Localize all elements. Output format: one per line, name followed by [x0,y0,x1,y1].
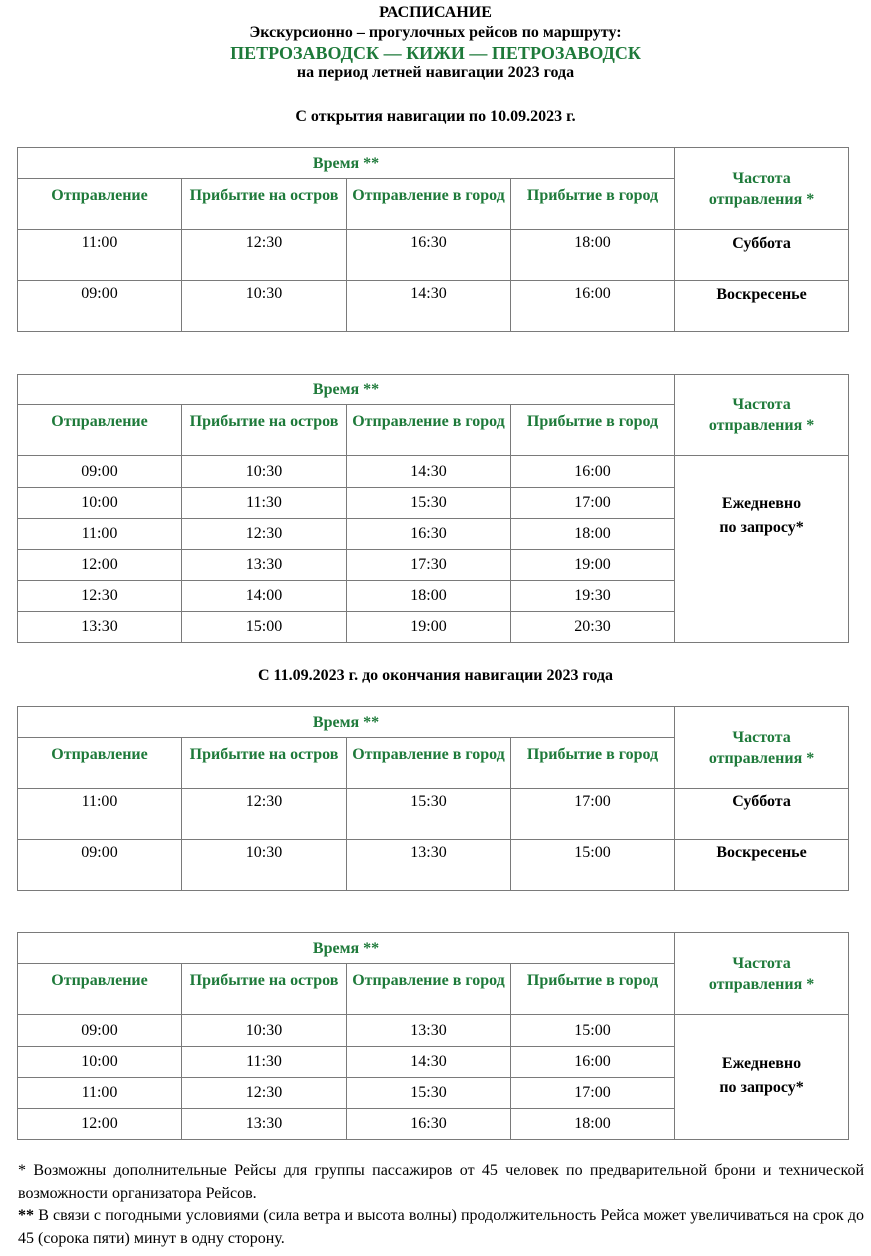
cell-arrival-island: 12:30 [182,789,347,840]
departure-header: Отправление [18,179,182,230]
cell-departure-city: 16:30 [347,230,511,281]
cell-departure: 12:00 [18,1109,182,1140]
arrival-city-header: Прибытие в город [511,738,675,789]
cell-departure-city: 19:00 [347,612,511,643]
cell-arrival-island: 12:30 [182,519,347,550]
time-group-header: Время ** [18,375,675,405]
arrival-island-header: Прибытие на остров [182,738,347,789]
cell-arrival-city: 15:00 [511,840,675,891]
cell-arrival-city: 15:00 [511,1015,675,1047]
page-subtitle: Экскурсионно – прогулочных рейсов по маршруту: [249,24,622,41]
cell-arrival-city: 16:00 [511,1047,675,1078]
departure-header: Отправление [18,738,182,789]
section-heading-2: С 11.09.2023 г. до окончания навигации 2023 года [257,667,614,684]
footnote-marker: * [18,1162,26,1179]
cell-departure-city: 17:30 [347,550,511,581]
time-group-header: Время ** [18,933,675,964]
departure-city-header: Отправление в город [347,738,511,789]
arrival-island-header: Прибытие на остров [182,179,347,230]
cell-arrival-city: 17:00 [511,1078,675,1109]
frequency-header: Частота отправления * [675,933,849,1015]
frequency-header: Частота отправления * [675,375,849,456]
footnote-marker: ** [18,1207,34,1224]
cell-arrival-island: 14:00 [182,581,347,612]
cell-arrival-island: 11:30 [182,1047,347,1078]
time-group-header: Время ** [18,148,675,179]
time-group-header: Время ** [18,707,675,738]
cell-departure: 10:00 [18,488,182,519]
cell-frequency-daily [675,456,849,643]
cell-departure: 10:00 [18,1047,182,1078]
cell-departure: 11:00 [18,519,182,550]
cell-departure: 09:00 [18,456,182,488]
cell-departure: 12:00 [18,550,182,581]
period-label: на период летней навигации 2023 года [296,64,575,81]
cell-arrival-island: 13:30 [182,550,347,581]
table-row [18,1015,849,1047]
frequency-header: Частота отправления * [675,707,849,789]
departure-header: Отправление [18,964,182,1015]
cell-departure-city: 16:30 [347,519,511,550]
table-row [18,230,849,281]
cell-arrival-island: 11:30 [182,488,347,519]
cell-departure-city: 15:30 [347,789,511,840]
cell-departure-city: 14:30 [347,1047,511,1078]
cell-departure: 13:30 [18,612,182,643]
frequency-line-1: Ежедневно [721,1055,802,1072]
schedule-table-daily-2 [17,932,849,1140]
arrival-island-header: Прибытие на остров [182,964,347,1015]
arrival-city-header: Прибытие в город [511,964,675,1015]
footnotes [18,1160,864,1250]
footnote-text: В связи с погодными условиями (сила ветра и высота волны) продолжительность Рейса может увеличиваться на срок до 45 (сорока пяти) минут в одну сторону. [18,1207,865,1247]
schedule-table-weekend-1 [17,147,849,332]
cell-frequency-daily [675,1015,849,1140]
cell-frequency: Воскресенье [675,281,849,332]
schedule-table-weekend-2 [17,706,849,891]
arrival-city-header: Прибытие в город [511,179,675,230]
route-name: ПЕТРОЗАВОДСК — КИЖИ — ПЕТРОЗАВОДСК [230,43,641,63]
cell-departure-city: 14:30 [347,456,511,488]
cell-arrival-island: 12:30 [182,230,347,281]
cell-arrival-island: 12:30 [182,1078,347,1109]
page-title: РАСПИСАНИЕ [379,4,492,21]
cell-arrival-city: 16:00 [511,456,675,488]
frequency-line-2: по запросу* [719,519,804,536]
cell-frequency: Суббота [675,789,849,840]
departure-city-header: Отправление в город [347,964,511,1015]
cell-arrival-island: 13:30 [182,1109,347,1140]
cell-departure-city: 15:30 [347,1078,511,1109]
document-header [0,3,871,83]
section-heading-1: С открытия навигации по 10.09.2023 г. [295,108,576,125]
cell-departure: 12:30 [18,581,182,612]
cell-departure: 09:00 [18,840,182,891]
footnote-1 [18,1160,864,1205]
cell-arrival-island: 10:30 [182,456,347,488]
frequency-line-2: по запросу* [719,1079,804,1096]
cell-arrival-island: 10:30 [182,281,347,332]
cell-arrival-city: 19:30 [511,581,675,612]
cell-arrival-city: 16:00 [511,281,675,332]
cell-departure-city: 13:30 [347,1015,511,1047]
cell-departure-city: 16:30 [347,1109,511,1140]
cell-arrival-city: 18:00 [511,230,675,281]
cell-arrival-city: 18:00 [511,1109,675,1140]
departure-city-header: Отправление в город [347,179,511,230]
frequency-header: Частота отправления * [675,148,849,230]
cell-departure-city: 15:30 [347,488,511,519]
footnote-2 [18,1205,864,1250]
cell-arrival-city: 17:00 [511,488,675,519]
cell-departure: 11:00 [18,1078,182,1109]
cell-arrival-island: 10:30 [182,840,347,891]
table-row [18,840,849,891]
cell-departure: 09:00 [18,281,182,332]
schedule-table-daily-1 [17,374,849,643]
cell-departure-city: 14:30 [347,281,511,332]
departure-city-header: Отправление в город [347,405,511,456]
cell-departure: 11:00 [18,230,182,281]
cell-arrival-city: 17:00 [511,789,675,840]
cell-departure-city: 13:30 [347,840,511,891]
departure-header: Отправление [18,405,182,456]
cell-arrival-island: 15:00 [182,612,347,643]
arrival-city-header: Прибытие в город [511,405,675,456]
arrival-island-header: Прибытие на остров [182,405,347,456]
cell-arrival-city: 19:00 [511,550,675,581]
table-row [18,281,849,332]
table-row [18,456,849,488]
cell-departure: 11:00 [18,789,182,840]
cell-arrival-city: 20:30 [511,612,675,643]
cell-departure: 09:00 [18,1015,182,1047]
cell-frequency: Суббота [675,230,849,281]
cell-arrival-city: 18:00 [511,519,675,550]
cell-frequency: Воскресенье [675,840,849,891]
footnote-text: Возможны дополнительные Рейсы для группы пассажиров от 45 человек по предварительной брони и технической возможности организатора Рейсов. [18,1162,865,1202]
table-row [18,789,849,840]
frequency-line-1: Ежедневно [721,495,802,512]
cell-departure-city: 18:00 [347,581,511,612]
cell-arrival-island: 10:30 [182,1015,347,1047]
